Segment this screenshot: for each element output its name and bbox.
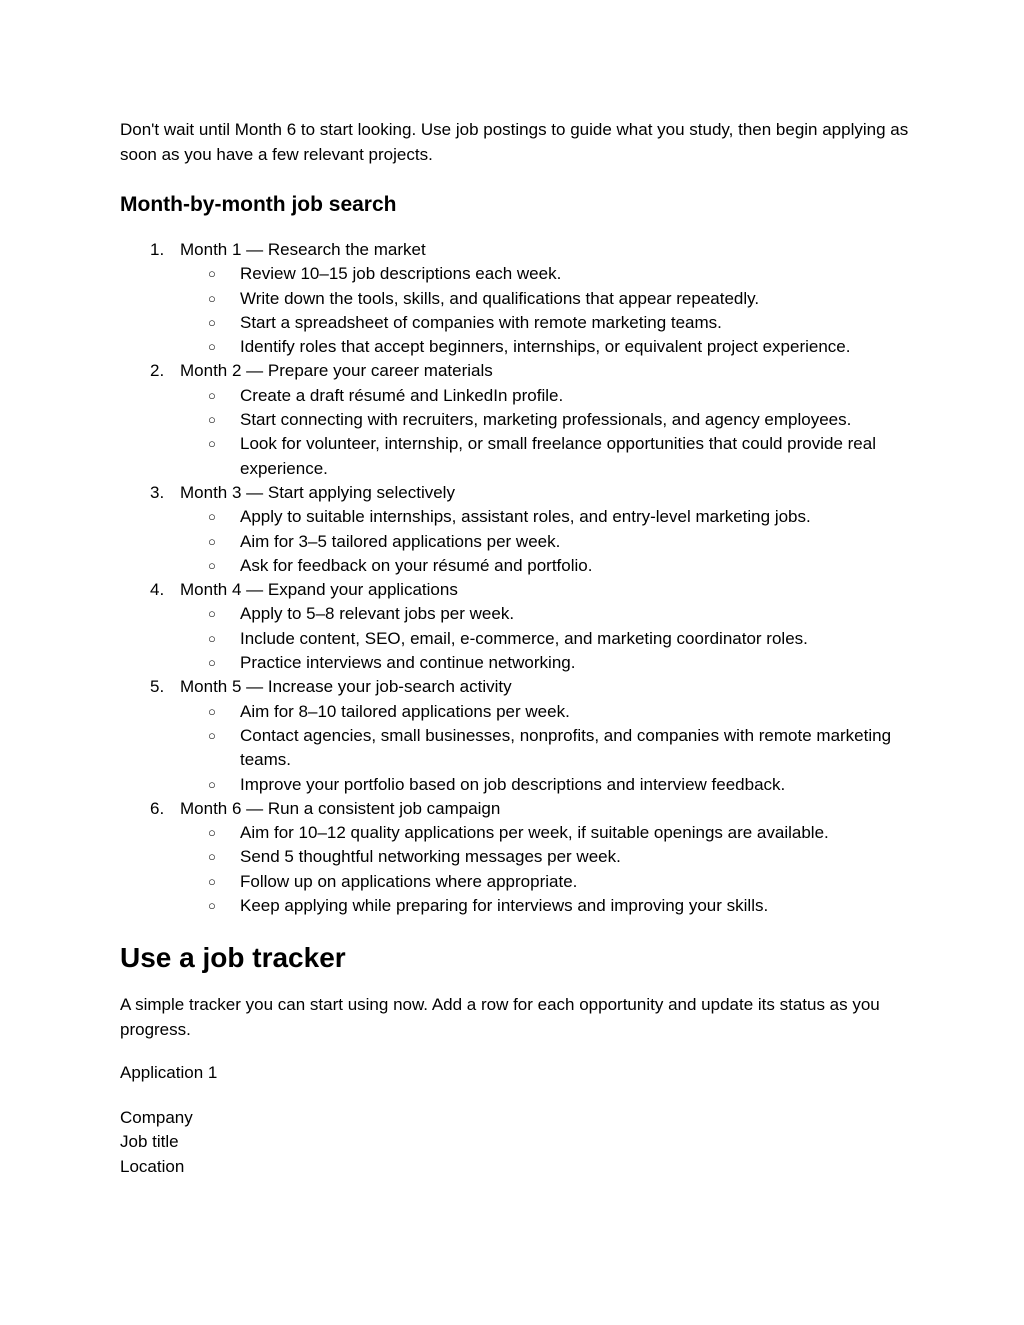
application-label: Application 1	[120, 1063, 218, 1083]
task-item	[120, 432, 910, 481]
circle-bullet-icon: ○	[208, 727, 216, 743]
task-item	[120, 700, 910, 724]
circle-bullet-icon: ○	[208, 436, 216, 452]
month-number: 4.	[150, 580, 165, 600]
circle-bullet-icon: ○	[208, 630, 216, 646]
month-item	[120, 797, 910, 918]
task-item	[120, 845, 910, 869]
circle-bullet-icon: ○	[208, 509, 216, 525]
month-item	[120, 359, 910, 480]
circle-bullet-icon: ○	[208, 606, 216, 622]
tracker-field-label: Company	[120, 1107, 193, 1127]
tracker-field-label: Job title	[120, 1132, 179, 1152]
month-title: Month 3 — Start applying selectively	[180, 482, 455, 502]
month-title: Month 4 — Expand your applications	[180, 580, 458, 600]
task-text: Send 5 thoughtful networking messages per week.	[240, 847, 621, 867]
month-task-list	[180, 262, 910, 359]
task-text: Contact agencies, small businesses, nonprofits, and companies with remote marketing teams.	[240, 725, 892, 770]
month-task-list	[180, 602, 910, 675]
month-title: Month 5 — Increase your job-search activity	[180, 677, 512, 697]
circle-bullet-icon: ○	[208, 290, 216, 306]
task-text: Write down the tools, skills, and qualifications that appear repeatedly.	[240, 288, 760, 308]
task-text: Review 10–15 job descriptions each week.	[240, 264, 562, 284]
month-list	[120, 238, 910, 918]
circle-bullet-icon: ○	[208, 533, 216, 549]
tracker-field-label: Location	[120, 1156, 185, 1176]
month-number: 3.	[150, 482, 165, 502]
document-page	[120, 118, 910, 1179]
month-item	[120, 578, 910, 675]
circle-bullet-icon: ○	[208, 703, 216, 719]
month-item	[120, 675, 910, 796]
circle-bullet-icon: ○	[208, 849, 216, 865]
task-item	[120, 602, 910, 626]
tracker-field-list	[120, 1106, 910, 1180]
task-text: Start connecting with recruiters, marketing professionals, and agency employees.	[240, 410, 852, 430]
circle-bullet-icon: ○	[208, 873, 216, 889]
month-item	[120, 238, 910, 359]
intro-paragraph: Don't wait until Month 6 to start looking. Use job postings to guide what you study, then begin applying as soon as you have a few relevant projects.	[120, 120, 909, 164]
month-task-list	[180, 700, 910, 797]
task-text: Practice interviews and continue networking.	[240, 653, 576, 673]
task-text: Identify roles that accept beginners, internships, or equivalent project experience.	[240, 337, 851, 357]
circle-bullet-icon: ○	[208, 314, 216, 330]
circle-bullet-icon: ○	[208, 339, 216, 355]
task-item	[120, 287, 910, 311]
task-item	[120, 530, 910, 554]
task-text: Apply to 5–8 relevant jobs per week.	[240, 604, 515, 624]
task-text: Aim for 3–5 tailored applications per week.	[240, 531, 561, 551]
circle-bullet-icon: ○	[208, 412, 216, 428]
task-text: Include content, SEO, email, e-commerce, and marketing coordinator roles.	[240, 628, 808, 648]
task-item	[120, 894, 910, 918]
month-title: Month 1 — Research the market	[180, 240, 426, 259]
task-item	[120, 408, 910, 432]
task-item	[120, 505, 910, 529]
task-item	[120, 773, 910, 797]
task-item	[120, 335, 910, 359]
task-item	[120, 724, 910, 773]
month-number: 2.	[150, 361, 165, 381]
section-heading: Month-by-month job search	[120, 193, 397, 216]
circle-bullet-icon: ○	[208, 898, 216, 914]
task-item	[120, 870, 910, 894]
circle-bullet-icon: ○	[208, 557, 216, 573]
tracker-heading: Use a job tracker	[120, 942, 346, 974]
task-item	[120, 651, 910, 675]
circle-bullet-icon: ○	[208, 266, 216, 282]
month-number: 6.	[150, 798, 165, 818]
month-task-list	[180, 384, 910, 481]
task-text: Ask for feedback on your résumé and portfolio.	[240, 555, 593, 575]
task-text: Create a draft résumé and LinkedIn profile.	[240, 385, 564, 405]
month-task-list	[180, 505, 910, 578]
task-item	[120, 627, 910, 651]
circle-bullet-icon: ○	[208, 825, 216, 841]
circle-bullet-icon: ○	[208, 387, 216, 403]
month-title: Month 6 — Run a consistent job campaign	[180, 798, 501, 818]
task-text: Start a spreadsheet of companies with remote marketing teams.	[240, 312, 722, 332]
task-item	[120, 384, 910, 408]
task-text: Improve your portfolio based on job descriptions and interview feedback.	[240, 774, 786, 794]
task-item	[120, 311, 910, 335]
task-item	[120, 821, 910, 845]
task-item	[120, 262, 910, 286]
month-number: 5.	[150, 677, 165, 697]
task-item	[120, 554, 910, 578]
task-text: Look for volunteer, internship, or small freelance opportunities that could provide real experience.	[240, 434, 876, 478]
task-text: Aim for 8–10 tailored applications per week.	[240, 701, 570, 721]
circle-bullet-icon: ○	[208, 776, 216, 792]
month-task-list	[180, 821, 910, 918]
task-text: Follow up on applications where appropriate.	[240, 871, 578, 891]
task-text: Apply to suitable internships, assistant roles, and entry-level marketing jobs.	[240, 507, 811, 527]
task-text: Aim for 10–12 quality applications per week, if suitable openings are available.	[240, 823, 829, 843]
tracker-intro-paragraph: A simple tracker you can start using now. Add a row for each opportunity and update its status as you progress.	[120, 995, 880, 1039]
circle-bullet-icon: ○	[208, 655, 216, 671]
month-title: Month 2 — Prepare your career materials	[180, 361, 493, 381]
month-item	[120, 481, 910, 578]
task-text: Keep applying while preparing for interviews and improving your skills.	[240, 896, 769, 916]
month-number: 1.	[150, 240, 165, 259]
